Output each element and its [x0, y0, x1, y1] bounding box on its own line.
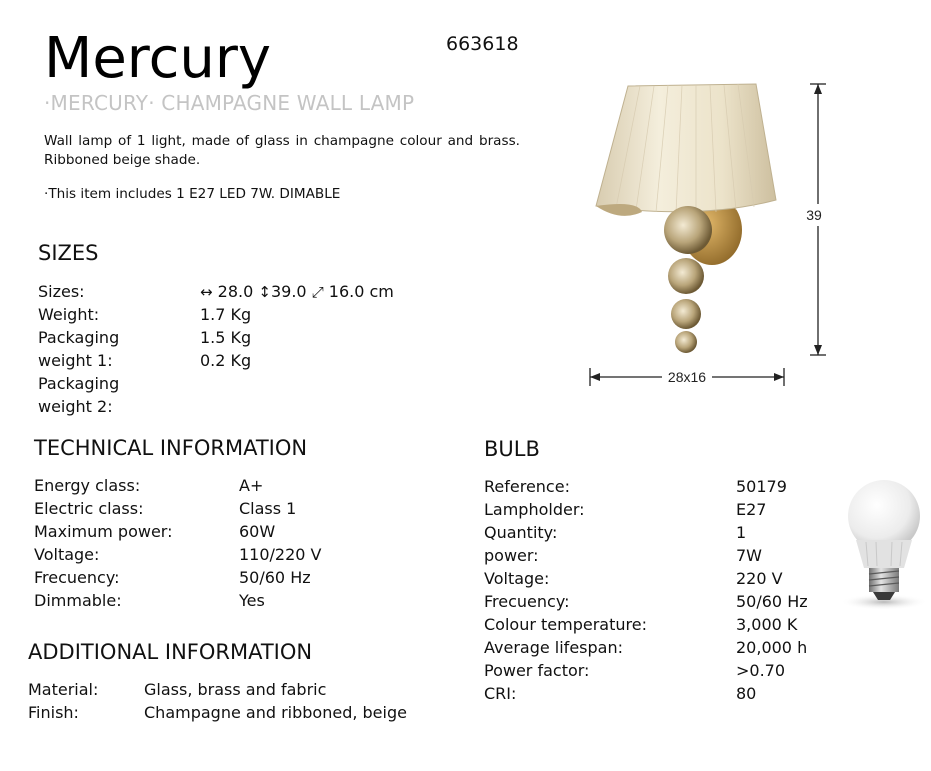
tech-value: Yes — [239, 591, 265, 610]
bulb-value: 20,000 h — [736, 638, 808, 657]
lamp-illustration — [580, 70, 840, 400]
tech-label: Dimmable: — [34, 591, 122, 610]
tech-label: Maximum power: — [34, 522, 173, 541]
product-title: Mercury — [44, 26, 272, 91]
sizes-heading: SIZES — [38, 241, 99, 265]
product-description: Wall lamp of 1 light, made of glass in champagne colour and brass. Ribboned beige shade. — [44, 133, 520, 168]
product-includes: ·This item includes 1 E27 LED 7W. DIMABLE — [44, 186, 341, 202]
packaging-label-2: Packaging — [38, 374, 120, 393]
packaging-weight-2-value: 0.2 Kg — [200, 351, 252, 370]
tech-label: Frecuency: — [34, 568, 120, 587]
weight-value: 1.7 Kg — [200, 305, 252, 324]
bulb-value: 80 — [736, 684, 757, 703]
product-code: 663618 — [446, 33, 519, 55]
glass-ball — [668, 258, 704, 294]
additional-label: Finish: — [28, 703, 79, 722]
technical-heading: TECHNICAL INFORMATION — [34, 436, 308, 460]
bulb-label: power: — [484, 546, 539, 565]
bulb-label: Quantity: — [484, 523, 558, 542]
bulb-value: 50/60 Hz — [736, 592, 808, 611]
glass-ball — [664, 206, 712, 254]
bulb-label: Lampholder: — [484, 500, 585, 519]
packaging-weight-1-label: weight 1: — [38, 351, 113, 370]
tech-label: Voltage: — [34, 545, 100, 564]
bulb-label: CRI: — [484, 684, 517, 703]
height-value: 39.0 — [270, 282, 307, 301]
bulb-heading: BULB — [484, 437, 540, 461]
sizes-label: Sizes: — [38, 282, 85, 301]
bulb-value: 3,000 K — [736, 615, 798, 634]
bulb-illustration — [836, 476, 928, 616]
glass-ball — [671, 299, 701, 329]
glass-ball — [675, 331, 697, 353]
sizes-value — [200, 280, 394, 304]
packaging-weight-2-label: weight 2: — [38, 397, 113, 416]
bulb-label: Colour temperature: — [484, 615, 647, 634]
tech-value: Class 1 — [239, 499, 297, 518]
additional-heading: ADDITIONAL INFORMATION — [28, 640, 313, 664]
height-dimension-label: 39 — [806, 207, 822, 223]
lamp-shade — [596, 84, 776, 212]
product-subtitle: ·MERCURY· CHAMPAGNE WALL LAMP — [44, 91, 415, 115]
bulb-value: E27 — [736, 500, 767, 519]
tech-label: Electric class: — [34, 499, 144, 518]
packaging-weight-1-value: 1.5 Kg — [200, 328, 252, 347]
tech-value: 60W — [239, 522, 276, 541]
bulb-value: 220 V — [736, 569, 783, 588]
bulb-label: Power factor: — [484, 661, 590, 680]
bulb-label: Reference: — [484, 477, 570, 496]
weight-label: Weight: — [38, 305, 100, 324]
bulb-value: 50179 — [736, 477, 787, 496]
bulb-label: Average lifespan: — [484, 638, 623, 657]
depth-arrow-icon: ⤢ — [311, 283, 324, 301]
packaging-label-1: Packaging — [38, 328, 120, 347]
additional-value: Champagne and ribboned, beige — [144, 703, 407, 722]
bulb-label: Frecuency: — [484, 592, 570, 611]
base-dimension-label: 28x16 — [667, 369, 707, 385]
tech-label: Energy class: — [34, 476, 141, 495]
additional-value: Glass, brass and fabric — [144, 680, 327, 699]
tech-value: 110/220 V — [239, 545, 322, 564]
depth-value: 16.0 cm — [328, 282, 394, 301]
bulb-value: >0.70 — [736, 661, 786, 680]
bulb-value: 1 — [736, 523, 747, 542]
additional-label: Material: — [28, 680, 99, 699]
tech-value: 50/60 Hz — [239, 568, 311, 587]
width-value: 28.0 — [217, 282, 254, 301]
bulb-label: Voltage: — [484, 569, 550, 588]
bulb-value: 7W — [736, 546, 762, 565]
width-arrow-icon: ↔ — [200, 283, 213, 301]
tech-value: A+ — [239, 476, 264, 495]
height-arrow-icon: ↕ — [258, 283, 271, 301]
